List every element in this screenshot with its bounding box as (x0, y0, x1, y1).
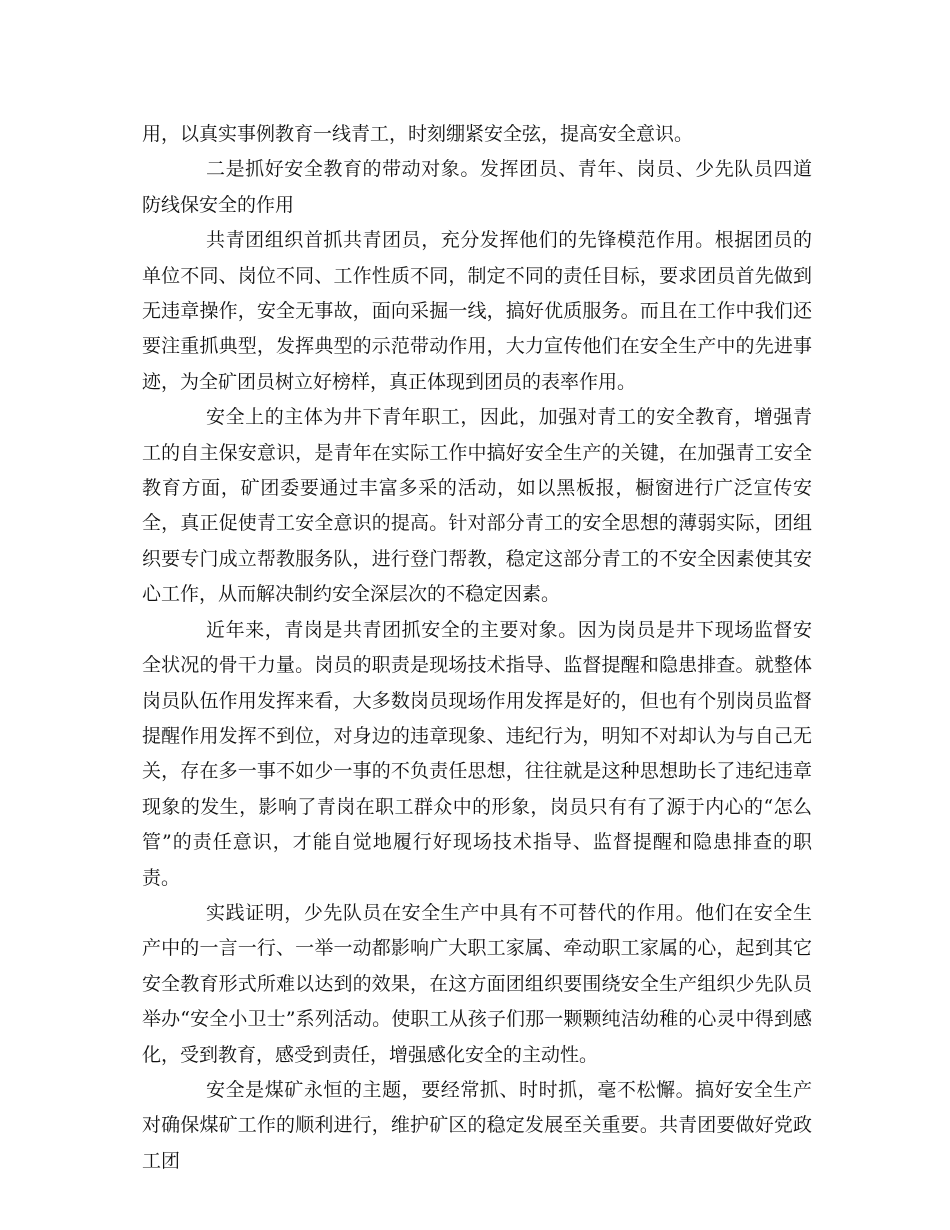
paragraph-3: 共青团组织首抓共青团员，充分发挥他们的先锋模范作用。根据团员的单位不同、岗位不同、工作性质不同，制定不同的责任目标，要求团员首先做到无违章操作，安全无事故，面向采掘一线，搞好优质服务。而且在工作中我们还要注重抓典型，发挥典型的示范带动作用，大力宣传他们在安全生产中的先进事迹，为全矿团员树立好榜样，真正体现到团员的表率作用。 (142, 229, 812, 393)
paragraph-6: 实践证明，少先队员在安全生产中具有不可替代的作用。他们在安全生产中的一言一行、一举一动都影响广大职工家属、牵动职工家属的心，起到其它安全教育形式所难以达到的效果，在这方面团组织要围绕安全生产组织少先队员举办“安全小卫士”系列活动。使职工从孩子们那一颗颗纯洁幼稚的心灵中得到感化，受到教育，感受到责任，增强感化安全的主动性。 (142, 901, 812, 1066)
paragraph-5: 近年来，青岗是共青团抓安全的主要对象。因为岗员是井下现场监督安全状况的骨干力量。岗员的职责是现场技术指导、监督提醒和隐患排查。就整体岗员队伍作用发挥来看，大多数岗员现场作用发挥是好的，但也有个别岗员监督提醒作用发挥不到位，对身边的违章现象、违纪行为，明知不对却认为与自己无关，存在多一事不如少一事的不负责任思想，往往就是这种思想助长了违纪违章现象的发生，影响了青岗在职工群众中的形象，岗员只有有了源于内心的“怎么管”的责任意识，才能自觉地履行好现场技术指导、监督提醒和隐患排查的职责。 (142, 618, 812, 889)
paragraph-4: 安全上的主体为井下青年职工，因此，加强对青工的安全教育，增强青工的自主保安意识，是青年在实际工作中搞好安全生产的关键，在加强青工安全教育方面，矿团委要通过丰富多采的活动，如以黑板报，橱窗进行广泛宣传安全，真正促使青工安全意识的提高。针对部分青工的安全思想的薄弱实际，团组织要专门成立帮教服务队，进行登门帮教，稳定这部分青工的不安全因素使其安心工作，从而解决制约安全深层次的不稳定因素。 (142, 406, 812, 606)
paragraph-7: 安全是煤矿永恒的主题，要经常抓、时时抓，毫不松懈。搞好安全生产对确保煤矿工作的顺利进行，维护矿区的稳定发展至关重要。共青团要做好党政工团 (142, 1078, 812, 1172)
paragraph-1: 用，以真实事例教育一线青工，时刻绷紧安全弦，提高安全意识。 (142, 123, 694, 145)
document-body (142, 117, 812, 1179)
paragraph-2: 二是抓好安全教育的带动对象。发挥团员、青年、岗员、少先队员四道防线保安全的作用 (142, 158, 812, 216)
